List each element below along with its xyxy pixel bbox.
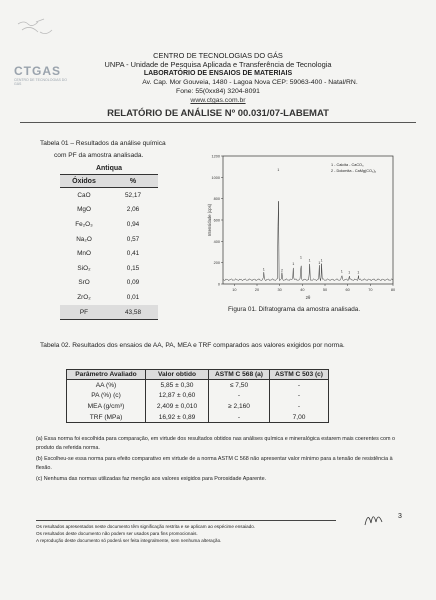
legend-entry: 1 - Calcita - CaCO₃ <box>331 163 364 167</box>
y-tick-label: 400 <box>213 239 220 244</box>
handwritten-scribble <box>14 14 66 40</box>
y-tick-label: 0 <box>217 282 220 287</box>
table2-c503-cell: 7,00 <box>270 412 329 423</box>
percent-cell: 43,58 <box>108 305 158 320</box>
oxide-cell: SrO <box>78 279 90 287</box>
x-tick-label: 10 <box>232 288 237 292</box>
peak-label: 1 <box>320 258 323 263</box>
footer <box>36 520 336 544</box>
y-tick-label: 800 <box>213 197 220 202</box>
table2-c568-cell: ≥ 2,160 <box>209 401 270 412</box>
title-rule <box>20 122 416 123</box>
table-row <box>60 232 158 247</box>
note-line: (b) Escolheu-se essa norma para efeito comparativo em virtude de a norma ASTM C 568 não apresentar valor mínimo para a tensão de resistência à flexão. <box>36 456 393 471</box>
table-row <box>60 246 158 261</box>
table-row <box>60 217 158 232</box>
table-row <box>60 261 158 276</box>
phone: Fone: 55(0xx84) 3204-8091 <box>176 88 260 95</box>
oxide-cell: PF <box>60 305 108 320</box>
table2-header: Parâmetro Avaliado <box>67 370 146 380</box>
oxide-cell: Na₂O <box>76 235 92 243</box>
chemical-analysis-table <box>60 162 158 320</box>
table-row <box>60 276 158 291</box>
table-row <box>67 412 329 423</box>
table2-c568-cell: - <box>209 391 270 402</box>
table2-value-cell: 2,409 ± 0,010 <box>146 401 209 412</box>
website-link[interactable]: www.ctgas.com.br <box>190 97 246 104</box>
oxide-cell: MnO <box>77 250 91 258</box>
table-row <box>60 203 158 218</box>
table2-c503-cell: - <box>270 380 329 391</box>
peak-label: 1 <box>262 267 265 272</box>
note-line: (c) Nenhuma das normas utilizadas faz menção aos valores exigidos para Porosidade Aparente. <box>36 476 267 482</box>
table-row <box>60 188 158 203</box>
table1-group-header: Antiqua <box>95 164 123 172</box>
y-tick-label: 1000 <box>211 175 220 180</box>
percent-cell: 0,57 <box>126 235 140 243</box>
percent-cell: 2,06 <box>126 206 140 214</box>
logo-text: CTGAS <box>14 64 61 78</box>
table2-c568-cell: - <box>209 412 270 423</box>
peak-label: 1 <box>348 270 351 275</box>
peak-label: 1 <box>357 270 360 275</box>
table2-header: ASTM C 503 (c) <box>270 370 329 380</box>
note-line: (a) Essa norma foi escolhida para comparação, em virtude dos resultados obtidos nas análises química e mineralógica estarem mais coerentes com o produto da referida norma. <box>36 436 395 451</box>
x-tick-label: 70 <box>368 288 373 292</box>
table-row <box>60 290 158 305</box>
legend-entry: 2 - Dolomita - CaMg(CO₃)₂ <box>331 169 377 173</box>
xrd-diffractogram <box>205 150 401 320</box>
table1-col-percent: % <box>108 175 158 188</box>
table2-caption: Tabela 02. Resultados dos ensaios de AA, PA, MEA e TRF comparados aos valores exigidos por norma. <box>40 342 345 349</box>
lab-name: LABORATÓRIO DE ENSAIOS DE MATERIAIS <box>143 70 293 77</box>
footer-line: A reprodução deste documento só poderá ser feita integralmente, sem nenhuma alteração. <box>36 538 222 543</box>
table1-col-oxide: Óxidos <box>60 175 108 188</box>
table2-param-cell: MEA (g/cm³) <box>67 401 146 412</box>
table2-value-cell: 5,85 ± 0,30 <box>146 380 209 391</box>
peak-label: 1 <box>292 261 295 266</box>
figure-caption: Figura 01. Difratograma da amostra analisada. <box>228 306 361 313</box>
peak-label: 1 <box>308 258 311 263</box>
percent-cell: 0,01 <box>126 293 140 301</box>
oxide-cell: Fe₂O₃ <box>75 220 93 228</box>
table2-value-cell: 12,87 ± 0,60 <box>146 391 209 402</box>
peak-label: 1 <box>318 260 321 265</box>
table-row <box>67 391 329 402</box>
table2-header: ASTM C 568 (a) <box>209 370 270 380</box>
logo-subtitle: CENTRO DE TECNOLOGIAS DO GÁS <box>14 78 68 86</box>
table-row <box>60 305 158 320</box>
x-tick-label: 40 <box>300 288 305 292</box>
table1-caption-line2: com PF da amostra analisada. <box>54 152 144 159</box>
table1-caption-line1: Tabela 01 – Resultados da análise química <box>40 140 166 147</box>
ctgas-logo <box>14 64 70 86</box>
x-tick-label: 30 <box>277 288 282 292</box>
y-tick-label: 1200 <box>211 154 220 159</box>
footer-line: Os resultados deste documento não podem ser usados para fins promocionais. <box>36 531 198 536</box>
peak-label: 1 <box>300 255 302 260</box>
x-axis-label: 2θ <box>305 295 311 300</box>
oxide-cell: CaO <box>77 191 91 199</box>
table2-value-cell: 16,92 ± 0,89 <box>146 412 209 423</box>
diffractogram-trace <box>223 201 393 281</box>
x-tick-label: 50 <box>322 288 328 292</box>
unit-name: UNPA - Unidade de Pesquisa Aplicada e Transferência de Tecnologia <box>104 60 332 69</box>
percent-cell: 0,94 <box>126 220 140 228</box>
table2-c503-cell: - <box>270 401 329 412</box>
table-row <box>67 380 329 391</box>
percent-cell: 52,17 <box>125 191 141 199</box>
report-title: RELATÓRIO DE ANÁLISE Nº 00.031/07-LABEMAT <box>107 108 329 119</box>
percent-cell: 0,09 <box>126 279 140 287</box>
table2-param-cell: AA (%) <box>67 380 146 391</box>
table2-param-cell: TRF (MPa) <box>67 412 146 423</box>
signature <box>362 507 386 529</box>
table2-param-cell: PA (%) (c) <box>67 391 146 402</box>
tests-table <box>66 369 329 423</box>
oxide-cell: MgO <box>77 206 91 214</box>
oxide-cell: SiO₂ <box>77 264 91 272</box>
percent-cell: 0,41 <box>126 250 140 258</box>
notes <box>36 435 404 486</box>
page-number: 3 <box>398 513 402 520</box>
plot-frame <box>223 156 393 284</box>
table1-caption <box>40 138 190 162</box>
peak-label: 1 <box>340 269 343 274</box>
table-row <box>67 401 329 412</box>
footer-line: Os resultados apresentados neste documento têm significação restrita e se aplicam ao espécime ensaiado. <box>36 524 256 529</box>
peak-label: 1 <box>277 168 280 173</box>
x-tick-label: 20 <box>254 288 260 292</box>
address: Av. Cap. Mor Gouveia, 1480 - Lagoa Nova CEP: 59063-400 - Natal/RN. <box>142 79 358 86</box>
table2-header: Valor obtido <box>146 370 209 380</box>
percent-cell: 0,15 <box>126 264 140 272</box>
table2-c568-cell: ≤ 7,50 <box>209 380 270 391</box>
peak-label: 2 <box>280 268 283 273</box>
oxide-cell: ZrO₂ <box>77 293 91 301</box>
y-axis-label: Intensidade (cps) <box>207 203 212 237</box>
org-name: CENTRO DE TECNOLOGIAS DO GÁS <box>153 51 283 60</box>
y-tick-label: 200 <box>213 261 220 266</box>
x-tick-label: 80 <box>390 288 396 292</box>
y-tick-label: 600 <box>213 218 220 223</box>
x-tick-label: 60 <box>345 288 350 292</box>
table2-c503-cell: - <box>270 391 329 402</box>
